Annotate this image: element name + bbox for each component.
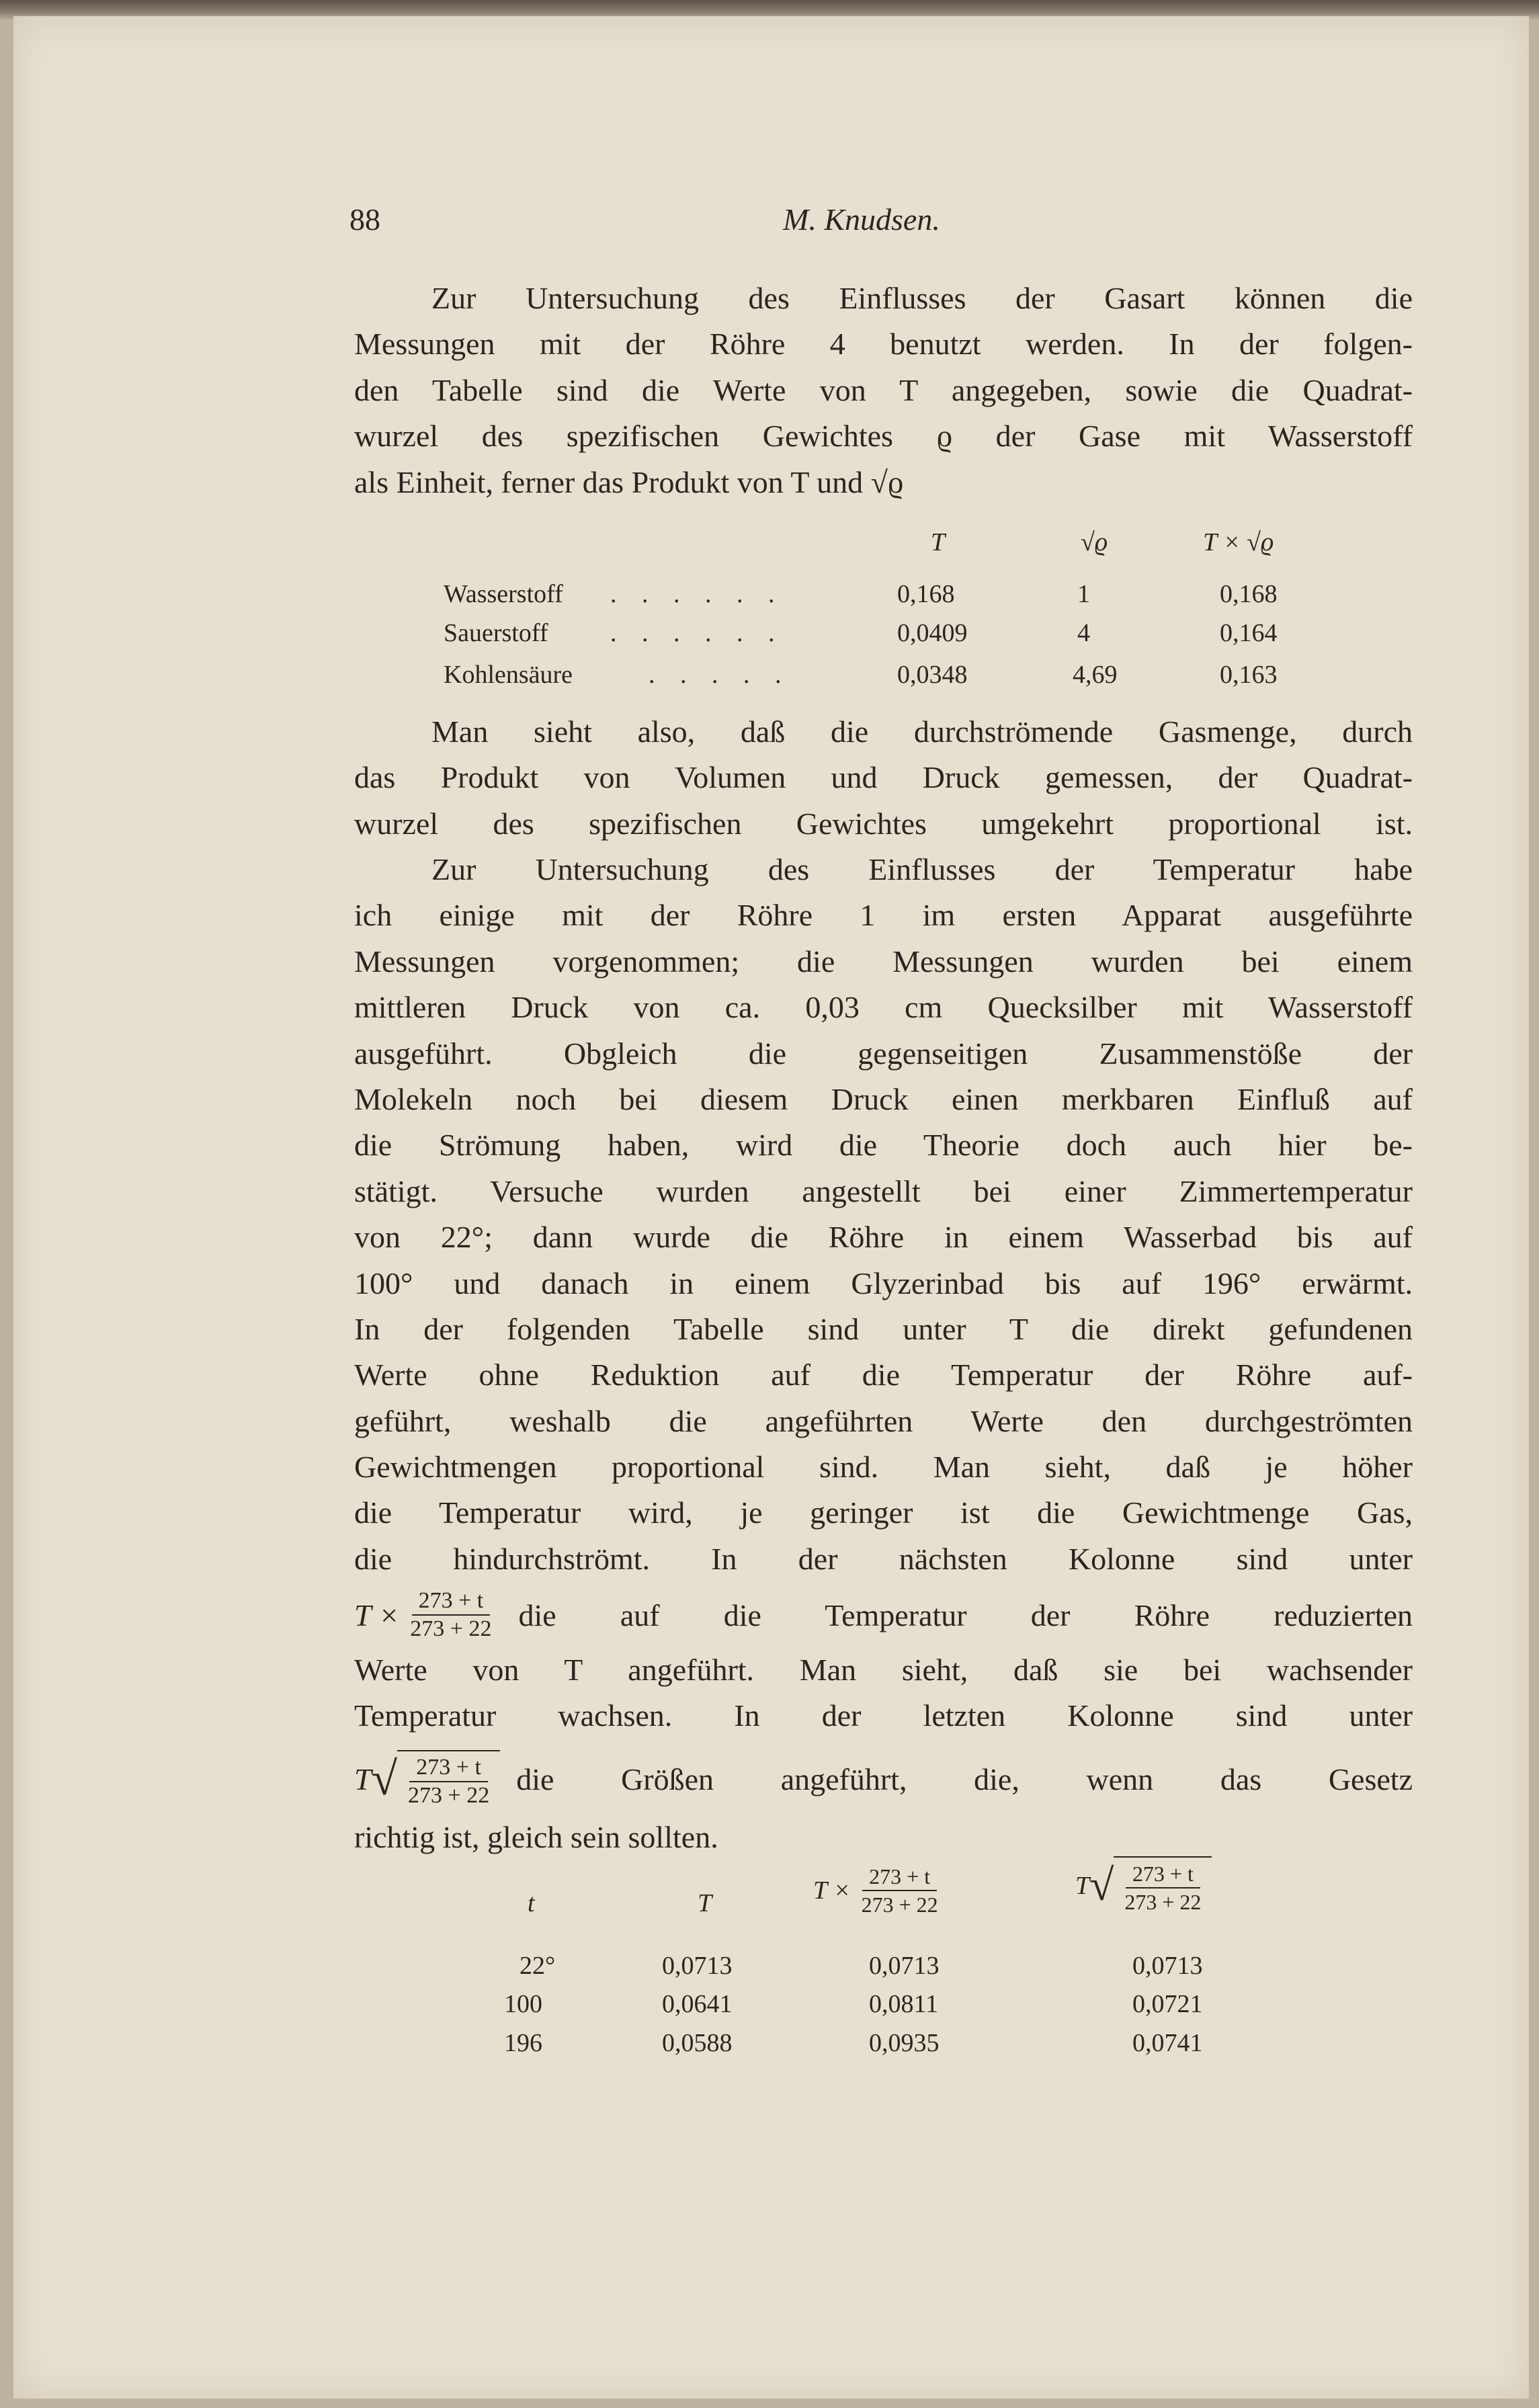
text-line: mittleren Druck von ca. 0,03 cm Quecksilber mit Wasserstoff — [354, 990, 1413, 1025]
text-line: Messungen vorgenommen; die Messungen wurden bei einem — [354, 944, 1413, 979]
leader-dots: . . . . . — [649, 661, 791, 689]
table-row-gas: Wasserstoff — [444, 580, 563, 608]
page-number: 88 — [349, 202, 380, 237]
text-line: wurzel des spezifischen Gewichtes umgekehrt proportional ist. — [354, 806, 1413, 841]
running-head-author: M. Knudsen. — [783, 202, 940, 237]
table-header-reduced — [813, 1863, 949, 1918]
paragraph-reduced-values — [354, 1647, 1413, 1739]
table-header-T: T — [931, 528, 946, 556]
text-line: die Temperatur wird, je geringer ist die Gewichtmenge Gas, — [354, 1495, 1413, 1530]
leader-dots: . . . . . . — [610, 580, 784, 608]
table-cell-product: 0,168 — [1220, 580, 1278, 608]
table-row-gas: Kohlensäure — [444, 661, 573, 689]
text-line: die Größen angeführt, die, wenn das Gesetz — [516, 1762, 1413, 1796]
paragraph-conclusion — [354, 709, 1413, 847]
fraction — [403, 1587, 498, 1643]
text-line: von 22°; dann wurde die Röhre in einem Wasserbad bis auf — [354, 1220, 1413, 1255]
table-cell-sqrt: 0,0713 — [1132, 1952, 1203, 1980]
text-line: das Produkt von Volumen und Druck gemessen, der Quadrat- — [354, 760, 1413, 795]
text-line: Man sieht also, daß die durchströmende Gasmenge, durch — [431, 714, 1413, 749]
formula-prefix: T — [354, 1762, 372, 1796]
table-cell-sqrt: 1 — [1077, 580, 1090, 608]
text-line: In der folgenden Tabelle sind unter T die direkt gefundenen — [354, 1311, 1413, 1346]
text-line: die hindurchströmt. In der nächsten Kolonne sind unter — [354, 1541, 1413, 1576]
paragraph-gas-type — [354, 276, 1413, 505]
leader-dots: . . . . . . — [610, 619, 784, 647]
fraction-denominator: 273 + 22 — [408, 1782, 490, 1808]
table-cell-sqrt: 0,0741 — [1132, 2029, 1203, 2057]
formula-prefix: T — [1075, 1872, 1090, 1900]
text-line: Werte von T angeführt. Man sieht, daß sie bei wachsender — [354, 1653, 1413, 1687]
table-cell-t: 196 — [504, 2029, 542, 2057]
text-line: ausgeführt. Obgleich die gegenseitigen Zusammenstöße der — [354, 1036, 1413, 1071]
radicand — [1114, 1856, 1212, 1915]
text-line: Temperatur wachsen. In der letzten Kolonne sind unter — [354, 1698, 1413, 1733]
table-cell-T: 0,0713 — [662, 1952, 733, 1980]
text-line: geführt, weshalb die angeführten Werte den durchgeströmten — [354, 1403, 1413, 1438]
fraction — [855, 1863, 945, 1918]
table-row-gas: Sauerstoff — [444, 619, 548, 647]
table-cell-T: 0,168 — [897, 580, 955, 608]
text-line: stätigt. Versuche wurden angestellt bei einer Zimmertemperatur — [354, 1173, 1413, 1208]
table-header-T: T — [698, 1889, 712, 1917]
text-line: die Strömung haben, wird die Theorie doch auch hier be- — [354, 1128, 1413, 1163]
fraction-denominator: 273 + 22 — [1124, 1890, 1202, 1914]
formula-line-reduced — [354, 1578, 1413, 1652]
table-cell-sqrt: 4,69 — [1073, 661, 1118, 689]
text-line: richtig ist, gleich sein sollten. — [354, 1820, 718, 1854]
table-cell-T: 0,0409 — [897, 619, 968, 647]
table-cell-sqrt: 0,0721 — [1132, 1990, 1203, 2018]
text-line: den Tabelle sind die Werte von T angegeben, sowie die Quadrat- — [354, 372, 1413, 407]
text-line: wurzel des spezifischen Gewichtes ϱ der Gase mit Wasserstoff — [354, 419, 1413, 454]
fraction-numerator: 273 + t — [412, 1587, 491, 1616]
text-line: Gewichtmengen proportional sind. Man sieht, daß je höher — [354, 1450, 1413, 1485]
fraction-denominator: 273 + 22 — [410, 1616, 492, 1641]
table-cell-t: 100 — [504, 1990, 542, 2018]
table-cell-sqrt: 4 — [1077, 619, 1090, 647]
text-line: die auf die Temperatur der Röhre reduzierten — [518, 1597, 1413, 1632]
formula-prefix: T × — [813, 1876, 851, 1905]
fraction-numerator: 273 + t — [1126, 1860, 1200, 1888]
table-cell-T: 0,0348 — [897, 661, 968, 689]
fraction — [1118, 1860, 1208, 1915]
table-header-sqrt — [1075, 1856, 1212, 1915]
text-line: Molekeln noch bei diesem Druck einen merkbaren Einfluß auf — [354, 1081, 1413, 1116]
table-header-t: t — [528, 1889, 535, 1917]
table-cell-product: 0,164 — [1220, 619, 1278, 647]
table-cell-reduced: 0,0935 — [869, 2029, 940, 2057]
table-cell-T: 0,0588 — [662, 2029, 733, 2057]
formula-sqrt — [354, 1750, 500, 1809]
formula-reduced — [354, 1587, 502, 1643]
table-cell-product: 0,163 — [1220, 661, 1278, 689]
text-line: Zur Untersuchung des Einflusses der Temperatur habe — [431, 852, 1413, 886]
radical-sign: √ — [371, 1753, 398, 1805]
table-cell-T: 0,0641 — [662, 1990, 733, 2018]
fraction — [401, 1754, 496, 1809]
text-line: als Einheit, ferner das Produkt von T und √ϱ — [354, 464, 904, 499]
text-line: Messungen mit der Röhre 4 benutzt werden. In der folgen- — [354, 327, 1413, 362]
radicand — [397, 1750, 500, 1809]
table-cell-reduced: 0,0811 — [869, 1990, 939, 2018]
text-line: 100° und danach in einem Glyzerinbad bis auf 196° erwärmt. — [354, 1265, 1413, 1300]
formula-prefix: T × — [354, 1597, 400, 1632]
table-cell-reduced: 0,0713 — [869, 1952, 940, 1980]
fraction-numerator: 273 + t — [862, 1863, 937, 1891]
table-header-sqrt-rho: √ϱ — [1081, 528, 1108, 556]
fraction-numerator: 273 + t — [409, 1754, 488, 1782]
text-line: ich einige mit der Röhre 1 im ersten Apparat ausgeführte — [354, 898, 1413, 933]
fraction-denominator: 273 + 22 — [861, 1893, 938, 1917]
table-cell-t: 22° — [519, 1952, 556, 1980]
table-header-product: T × √ϱ — [1203, 528, 1274, 556]
text-line: Zur Untersuchung des Einflusses der Gasart können die — [431, 281, 1413, 315]
radical-sign: √ — [1089, 1861, 1114, 1910]
text-line: Werte ohne Reduktion auf die Temperatur der Röhre auf- — [354, 1358, 1413, 1393]
paragraph-temperature — [354, 847, 1413, 1582]
formula-line-sqrt — [354, 1741, 1413, 1818]
